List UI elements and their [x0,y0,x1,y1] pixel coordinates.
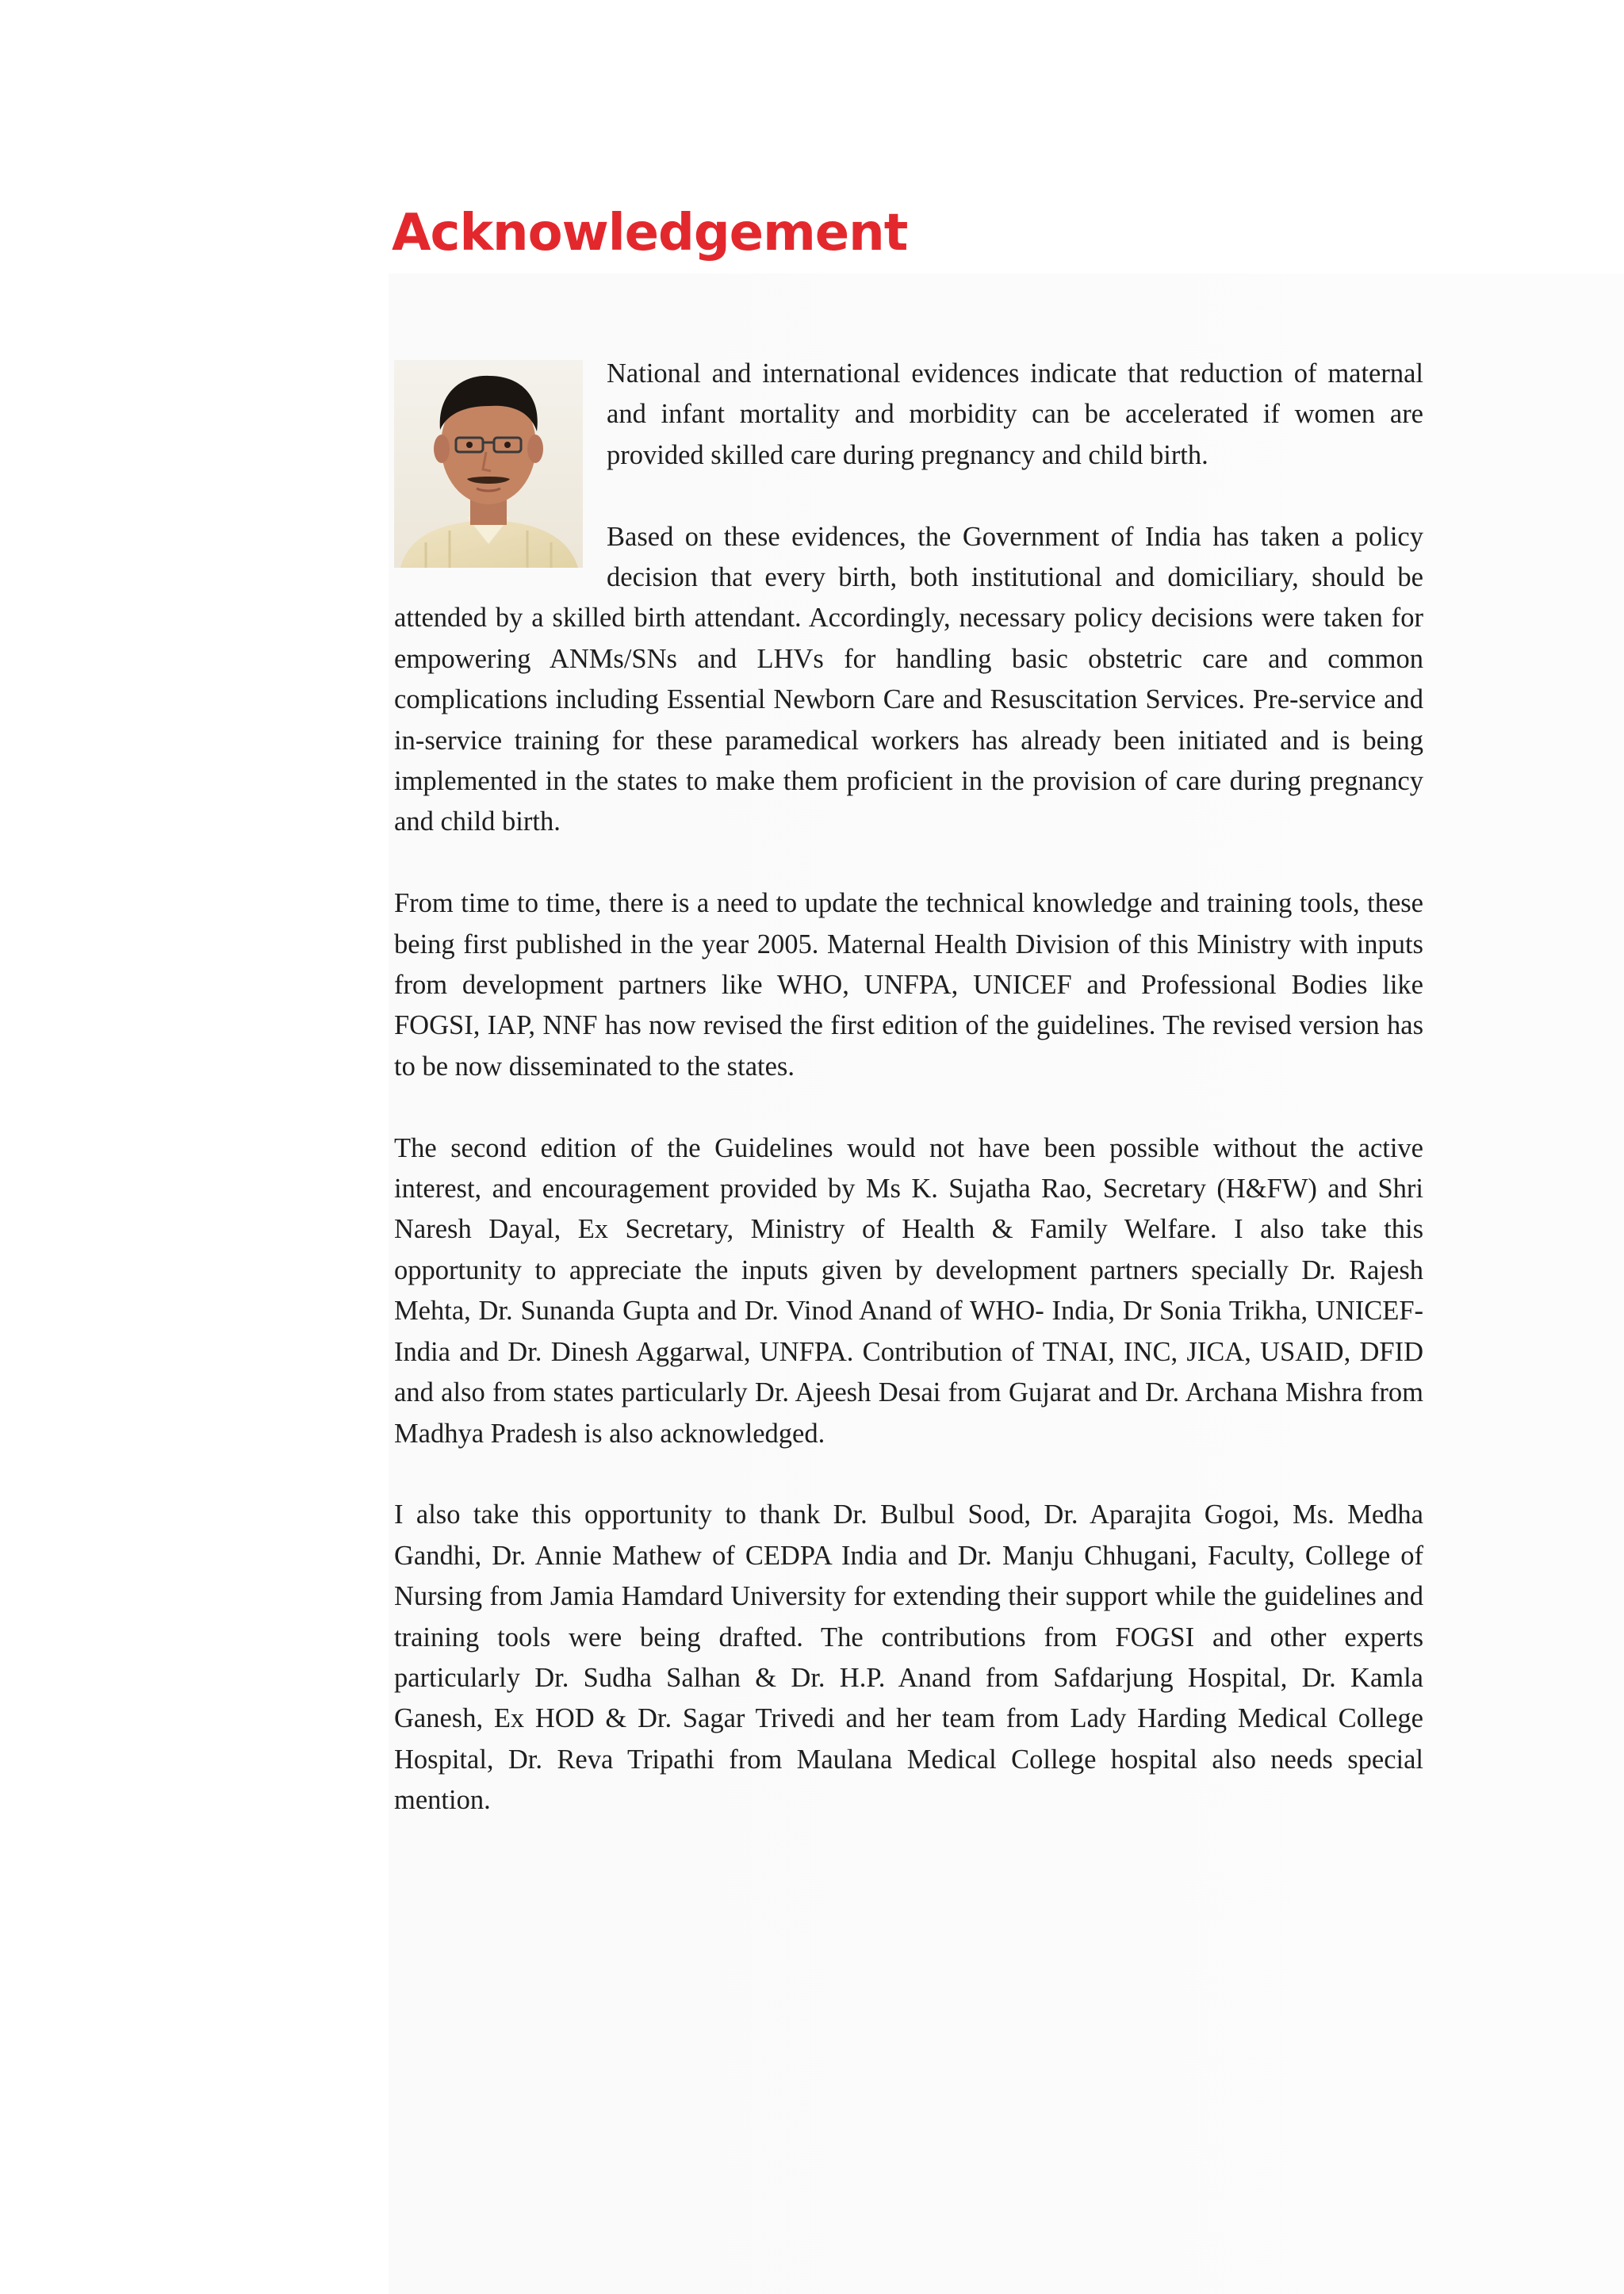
paragraph-1: National and international evidences indicate that reduction of maternal and infant mortality and morbidity can be accelerated if women are provided skilled care during pregnancy and child birth. [607,358,1423,470]
paragraph-5: I also take this opportunity to thank Dr. Bulbul Sood, Dr. Aparajita Gogoi, Ms. Medha Gandhi, Dr. Annie Mathew of CEDPA India and Dr. Manju Chhugani, Faculty, College of Nursing from Jamia Hamdard University for extending their support while the guidelines and training tools were being drafted. The contributions from FOGSI and other experts particularly Dr. Sudha Salhan & Dr. H.P. Anand from Safdarjung Hospital, Dr. Kamla Ganesh, Ex HOD & Dr. Sagar Trivedi and her team from Lady Harding Medical College Hospital, Dr. Reva Tripathi from Maulana Medical College hospital also needs special mention. [394,1499,1423,1816]
paragraph-3: From time to time, there is a need to update the technical knowledge and training tools, these being first published in the year 2005. Maternal Health Division of this Ministry with inputs from development partners like WHO, UNFPA, UNICEF and Professional Bodies like FOGSI, IAP, NNF has now revised the first edition of the guidelines. The revised version has to be now disseminated to the states. [394,888,1423,1082]
paragraph-2: Based on these evidences, the Government of India has taken a policy decision that every birth, both institutional and domiciliary, should be attended by a skilled birth attendant. Accordingly, necessary policy decisions were taken for empowering ANMs/SNs and LHVs for handling basic obstetric care and common complications including Essential Newborn Care and Resuscitation Services. Pre-service and in-service training for these paramedical workers has already been initiated and is being implemented in the states to make them proficient in the provision of care during pregnancy and child birth. [394,521,1423,837]
portrait-photo [394,360,583,568]
page-title: Acknowledgement [392,204,908,262]
paragraph-4: The second edition of the Guidelines would not have been possible without the active interest, and encouragement provided by Ms K. Sujatha Rao, Secretary (H&FW) and Shri Naresh Dayal, Ex Secretary, Ministry of Health & Family Welfare. I also take this opportunity to appreciate the inputs given by development partners specially Dr. Rajesh Mehta, Dr. Sunanda Gupta and Dr. Vinod Anand of WHO- India, Dr Sonia Trikha, UNICEF-India and Dr. Dinesh Aggarwal, UNFPA. Contribution of TNAI, INC, JICA, USAID, DFID and also from states particularly Dr. Ajeesh Desai from Gujarat and Dr. Archana Mishra from Madhya Pradesh is also acknowledged. [394,1132,1423,1449]
acknowledgement-body [394,354,1423,1862]
